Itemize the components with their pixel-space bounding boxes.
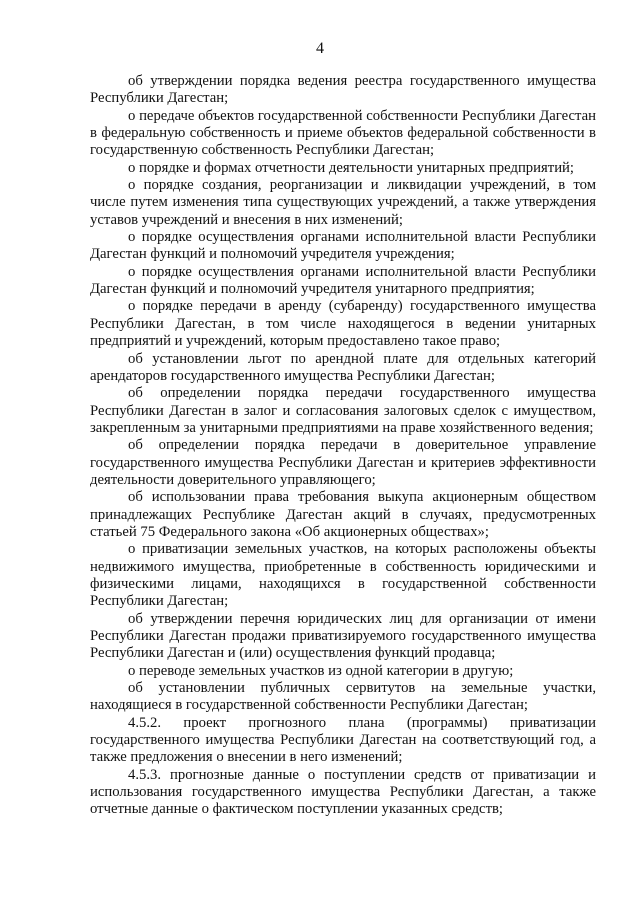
- paragraph-trust-management: об определении порядка передачи в доверительное управление государственного имущества Республики Дагестан и критериев эффективности деятельности доверительного управляющего;: [90, 437, 596, 488]
- page-number: 4: [316, 40, 324, 57]
- paragraph-legal-entities-list: об утверждении перечня юридических лиц для организации от имени Республики Дагестан продажи приватизируемого государственного имущества Республики Дагестан и (или) осуществления функций продавца;: [90, 610, 596, 662]
- paragraph-share-buyback: об использовании права требования выкупа акционерным обществом принадлежащих Республике Дагестан акций в случаях, предусмотренных статьей 75 Федерального закона «Об акционерных обществах»;: [90, 489, 596, 540]
- paragraph-land-privatization: о приватизации земельных участков, на которых расположены объекты недвижимого имущества, приобретенные в собственность юридическими и физическими лицами, находящихся в государственной собственности Республики Дагестан;: [90, 541, 596, 610]
- paragraph-pledge-order: об определении порядка передачи государственного имущества Республики Дагестан в залог и согласования залоговых сделок с имуществом, закрепленным за унитарными предприятиями на праве хозяйственного ведения;: [90, 385, 596, 436]
- paragraph-forecast-data: 4.5.3. прогнозные данные о поступлении средств от приватизации и использования государственного имущества Республики Дагестан, а также отчетные данные о фактическом поступлении указанных средств;: [90, 766, 596, 818]
- paragraph-lease-order: о порядке передачи в аренду (субаренду) государственного имущества Республики Дагестан, в том числе находящегося в ведении унитарных предприятий и учреждений, которым предоставлено такое право;: [90, 298, 596, 350]
- paragraph-public-easements: об установлении публичных сервитутов на земельные участки, находящиеся в государственной собственности Республики Дагестан;: [90, 680, 596, 714]
- paragraph-institution-creation: о порядке создания, реорганизации и ликвидации учреждений, в том числе путем изменения типа существующих учреждений, а также утверждения уставов учреждений и внесения в них изменений;: [90, 177, 596, 228]
- paragraph-privatization-plan: 4.5.2. проект прогнозного плана (программы) приватизации государственного имущества Республики Дагестан на соответствующий год, а также предложения о внесении в него изменений;: [90, 714, 596, 766]
- paragraph-property-transfer: о передаче объектов государственной собственности Республики Дагестан в федеральную собственность и приеме объектов федеральной собственности в государственную собственность Республики Дагестан;: [90, 107, 596, 159]
- paragraph-land-category-transfer: о переводе земельных участков из одной категории в другую;: [128, 662, 514, 679]
- paragraph-enterprise-reporting: о порядке и формах отчетности деятельности унитарных предприятий;: [128, 159, 574, 176]
- paragraph-registry-order: об утверждении порядка ведения реестра государственного имущества Республики Дагестан;: [90, 73, 596, 107]
- paragraph-enterprise-founder: о порядке осуществления органами исполнительной власти Республики Дагестан функций и полномочий учредителя унитарного предприятия;: [90, 263, 596, 298]
- paragraph-rent-benefits: об установлении льгот по арендной плате для отдельных категорий арендаторов государственного имущества Республики Дагестан;: [90, 350, 596, 384]
- paragraph-institution-founder: о порядке осуществления органами исполнительной власти Республики Дагестан функций и полномочий учредителя учреждения;: [90, 229, 596, 263]
- document-body: [90, 73, 596, 819]
